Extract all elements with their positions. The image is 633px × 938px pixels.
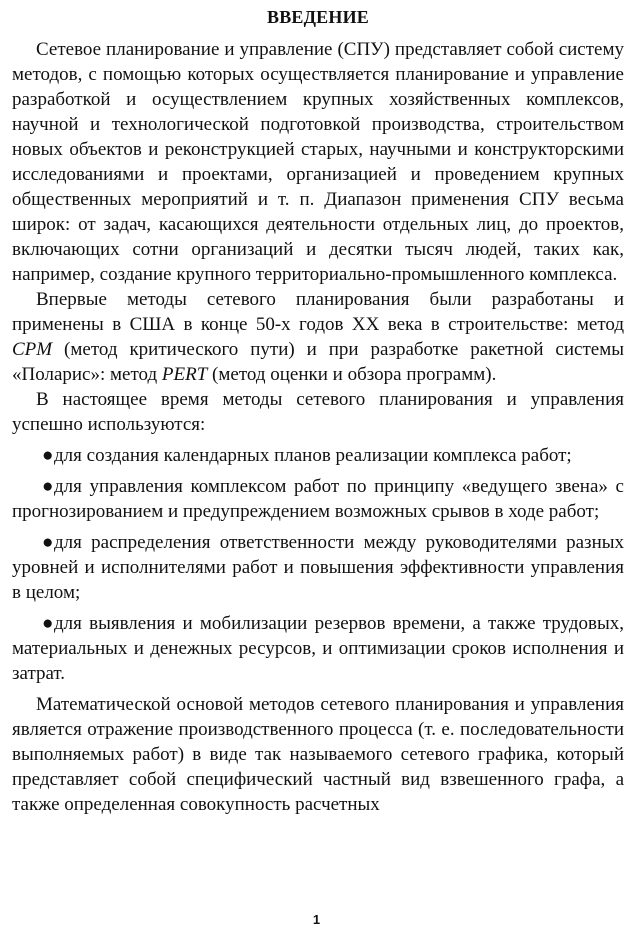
page-number: 1: [312, 912, 321, 927]
bullet-item: [12, 611, 624, 686]
bullet-text: для выявления и мобилизации резервов времени, а также трудовых, материальных и денежных ресурсов, и оптимизации сроков исполнения и затрат.: [12, 613, 624, 684]
paragraph-2-text-b: (метод критического пути) и при разработке ракетной системы «Поларис»: метод: [12, 339, 624, 385]
paragraph-4: Математической основой методов сетевого планирования и управления является отражение производственного процесса (т. е. последовательности выполняемых работ) в виде так называемого сетевого графика, который представляет собой специфический частный вид взвешенного графа, а также определенная совокупность расчетных: [12, 694, 624, 815]
cpm-term: CPM: [12, 339, 53, 360]
bullet-item: [12, 530, 624, 605]
page-title: ВВЕДЕНИЕ: [266, 7, 369, 27]
document-page: [12, 6, 624, 930]
paragraph-1: Сетевое планирование и управление (СПУ) представляет собой системy методов, с помощью которых осуществляется планирование и управление разработкой и осуществлением крупных хозяйственных комплексов, научной и технологической подготовкой производства, строительством новых объектов и реконструкцией старых, научными и конструкторскими исследованиями и проектами, организацией и проведением крупных общественных мероприятий и т. п. Диапазон применения СПУ весьма широк: от задач, касающихся деятельности отдельных лиц, до проектов, включающих сотни организаций и десятки тысяч людей, таких как, например, создание крупного территориально-промышленного комплекса.: [12, 39, 624, 285]
bullet-dot-icon: ●: [42, 445, 54, 466]
paragraph-2: [12, 287, 624, 387]
paragraph-2-text-c: (метод оценки и обзора программ).: [207, 364, 497, 385]
bullet-dot-icon: ●: [42, 476, 54, 497]
bullet-text: для управления комплексом работ по принципу «ведущего звена» с прогнозированием и предупреждением возможных срывов в ходе работ;: [12, 476, 624, 522]
bullet-text: для распределения ответственности между руководителями разных уровней и исполнителями работ и повышения эффективности управления в целом;: [12, 532, 624, 603]
bullet-dot-icon: ●: [42, 532, 54, 553]
bullet-text: для создания календарных планов реализации комплекса работ;: [54, 445, 572, 466]
bullet-item: [12, 443, 624, 468]
paragraph-3: В настоящее время методы сетевого планирования и управления успешно используются:: [12, 389, 624, 435]
pert-term: PERT: [161, 364, 208, 385]
bullet-dot-icon: ●: [42, 613, 54, 634]
bullet-item: [12, 474, 624, 524]
paragraph-2-text-a: Впервые методы сетевого планирования были разработаны и применены в США в конце 50-х годов XX века в строительстве: метод: [12, 289, 624, 335]
